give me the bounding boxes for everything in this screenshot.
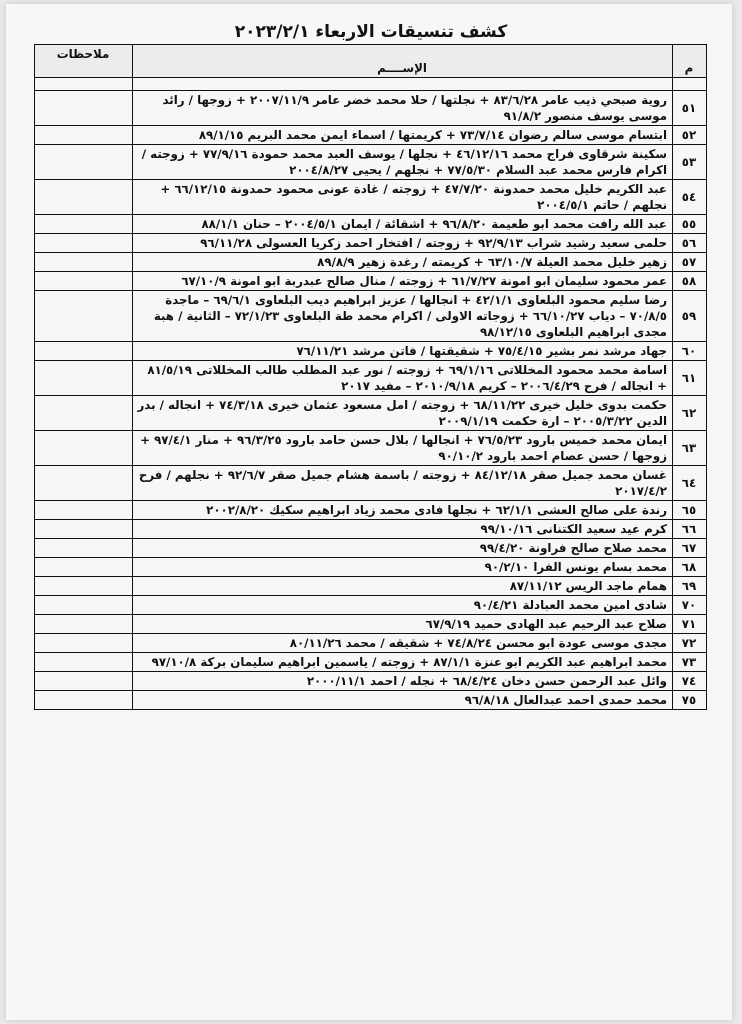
row-names: مجدى موسى عودة ابو محسن ٧٤/٨/٢٤ + شقيقه / محمد ٨٠/١١/٢٦ bbox=[133, 634, 673, 653]
row-names: محمد بسام يونس الفرا ٩٠/٢/١٠ bbox=[133, 558, 673, 577]
row-notes bbox=[35, 520, 133, 539]
table-row bbox=[35, 691, 707, 710]
row-number: ٧٤ bbox=[673, 672, 707, 691]
row-notes bbox=[35, 431, 133, 466]
table-row bbox=[35, 126, 707, 145]
table-row bbox=[35, 145, 707, 180]
row-names: عبد الكريم خليل محمد حمدونة ٤٧/٧/٢٠ + زوجته / غادة عونى محمود حمدونة ٦٦/١٢/١٥ + نجلهم / حاتم ٢٠٠٤/٥/١ bbox=[133, 180, 673, 215]
row-number: ٦٧ bbox=[673, 539, 707, 558]
row-notes bbox=[35, 272, 133, 291]
row-notes bbox=[35, 396, 133, 431]
row-number: ٧٠ bbox=[673, 596, 707, 615]
row-names: عمر محمود سليمان ابو امونة ٦١/٧/٢٧ + زوجته / منال صالح عبدربة ابو امونة ٦٧/١٠/٩ bbox=[133, 272, 673, 291]
header-notes: ملاحظات bbox=[35, 45, 133, 78]
row-notes bbox=[35, 253, 133, 272]
row-notes bbox=[35, 180, 133, 215]
row-names: سكينة شرقاوى فراج محمد ٤٦/١٢/١٦ + نجلها / يوسف العبد محمد حمودة ٧٧/٩/١٦ + زوجته / اكرام فارس محمد عبد السلام ٧٧/٥/٣٠ + نجلهم / يحيى ٢٠٠٤/٨/٢٧ bbox=[133, 145, 673, 180]
row-number: ٦٨ bbox=[673, 558, 707, 577]
row-number: ٧١ bbox=[673, 615, 707, 634]
table-body bbox=[35, 78, 707, 710]
row-names: حلمى سعيد رشيد شراب ٩٢/٩/١٣ + زوجته / افتخار احمد زكريا العسولى ٩٦/١١/٢٨ bbox=[133, 234, 673, 253]
row-number: ٦١ bbox=[673, 361, 707, 396]
row-names: ايمان محمد خميس بارود ٧٦/٥/٢٣ + انجالها / بلال حسن حامد بارود ٩٦/٣/٢٥ + منار ٩٧/٤/١ + زوجها / حسن عصام احمد بارود ٩٠/١٠/٢ bbox=[133, 431, 673, 466]
row-number: ٥٩ bbox=[673, 291, 707, 342]
table-row bbox=[35, 215, 707, 234]
row-notes bbox=[35, 342, 133, 361]
row-names: صلاح عبد الرحيم عبد الهادى حميد ٦٧/٩/١٩ bbox=[133, 615, 673, 634]
row-notes bbox=[35, 539, 133, 558]
row-notes bbox=[35, 672, 133, 691]
row-notes bbox=[35, 596, 133, 615]
row-number: ٥٦ bbox=[673, 234, 707, 253]
row-names: محمد حمدى احمد عبدالعال ٩٦/٨/١٨ bbox=[133, 691, 673, 710]
spacer-cell bbox=[673, 78, 707, 91]
table-row bbox=[35, 466, 707, 501]
table-row bbox=[35, 615, 707, 634]
row-notes bbox=[35, 653, 133, 672]
row-names: رندة على صالح العشى ٦٢/١/١ + نجلها فادى محمد زياد ابراهيم سكيك ٢٠٠٢/٨/٢٠ bbox=[133, 501, 673, 520]
row-notes bbox=[35, 361, 133, 396]
row-names: روية صبحي ذيب عامر ٨٣/٦/٢٨ + نجلتها / حلا محمد خضر عامر ٢٠٠٧/١١/٩ + زوجها / رائد موسى يوسف منصور ٩١/٨/٢ bbox=[133, 91, 673, 126]
table-row bbox=[35, 91, 707, 126]
row-names: اسامة محمد محمود المخللاتى ٦٩/١/١٦ + زوجته / نور عبد المطلب طالب المخللاتى ٨١/٥/١٩ + انجاله / فرح ٢٠٠٦/٤/٢٩ – كريم ٢٠١٠/٩/١٨ – مفيد ٢٠١٧ bbox=[133, 361, 673, 396]
row-notes bbox=[35, 145, 133, 180]
table-row bbox=[35, 558, 707, 577]
spacer-cell bbox=[35, 78, 133, 91]
row-names: عبد الله رافت محمد ابو طعيمة ٩٦/٨/٢٠ + اشقائة / ايمان ٢٠٠٤/٥/١ – حنان ٨٨/١/١ bbox=[133, 215, 673, 234]
table-row bbox=[35, 501, 707, 520]
row-number: ٧٣ bbox=[673, 653, 707, 672]
row-names: حكمت بدوى خليل خيرى ٦٨/١١/٢٢ + زوجته / امل مسعود عثمان خيرى ٧٤/٣/١٨ + انجاله / بدر الدين ٢٠٠٥/٣/٢٢ – ارة حكمت ٢٠٠٩/١/١٩ bbox=[133, 396, 673, 431]
header-name: الإســــم bbox=[133, 45, 673, 78]
row-notes bbox=[35, 126, 133, 145]
table-row bbox=[35, 253, 707, 272]
table-row bbox=[35, 342, 707, 361]
row-number: ٥٢ bbox=[673, 126, 707, 145]
row-number: ٥١ bbox=[673, 91, 707, 126]
row-notes bbox=[35, 234, 133, 253]
table-row bbox=[35, 396, 707, 431]
row-names: همام ماجد الريس ٨٧/١١/١٢ bbox=[133, 577, 673, 596]
table-row bbox=[35, 634, 707, 653]
row-number: ٧٥ bbox=[673, 691, 707, 710]
row-notes bbox=[35, 691, 133, 710]
table-row bbox=[35, 431, 707, 466]
row-number: ٦٦ bbox=[673, 520, 707, 539]
row-notes bbox=[35, 91, 133, 126]
table-row bbox=[35, 291, 707, 342]
table-row bbox=[35, 653, 707, 672]
table-row bbox=[35, 520, 707, 539]
table-row bbox=[35, 234, 707, 253]
row-number: ٥٨ bbox=[673, 272, 707, 291]
row-names: محمد صلاح صالح فراونة ٩٩/٤/٢٠ bbox=[133, 539, 673, 558]
row-number: ٦٩ bbox=[673, 577, 707, 596]
row-names: غسان محمد جميل صقر ٨٤/١٢/١٨ + زوجته / باسمة هشام جميل صقر ٩٢/٦/٧ + نجلهم / فرح ٢٠١٧/٤/٢ bbox=[133, 466, 673, 501]
row-number: ٦٠ bbox=[673, 342, 707, 361]
row-number: ٦٥ bbox=[673, 501, 707, 520]
document-title: كشف تنسيقات الاربعاء ٢٠٢٣/٢/١ bbox=[234, 22, 508, 42]
table-row bbox=[35, 361, 707, 396]
names-table bbox=[34, 44, 707, 710]
table-row bbox=[35, 577, 707, 596]
table-row bbox=[35, 272, 707, 291]
row-number: ٦٣ bbox=[673, 431, 707, 466]
row-notes bbox=[35, 558, 133, 577]
row-notes bbox=[35, 466, 133, 501]
row-notes bbox=[35, 501, 133, 520]
table-row bbox=[35, 596, 707, 615]
row-number: ٦٢ bbox=[673, 396, 707, 431]
row-names: ابتسام موسى سالم رضوان ٧٣/٧/١٤ + كريمتها / اسماء ايمن محمد البريم ٨٩/١/١٥ bbox=[133, 126, 673, 145]
row-notes bbox=[35, 215, 133, 234]
row-names: وائل عبد الرحمن حسن دخان ٦٨/٤/٢٤ + نجله / احمد ٢٠٠٠/١١/١ bbox=[133, 672, 673, 691]
table-row bbox=[35, 539, 707, 558]
spacer-cell bbox=[133, 78, 673, 91]
row-names: زهير خليل محمد العيلة ٦٣/١٠/٧ + كريمته / رغدة زهير ٨٩/٨/٩ bbox=[133, 253, 673, 272]
row-number: ٧٢ bbox=[673, 634, 707, 653]
row-names: جهاد مرشد نمر بشير ٧٥/٤/١٥ + شقيقتها / فاتن مرشد ٧٦/١١/٢١ bbox=[133, 342, 673, 361]
row-names: شادى امين محمد العبادلة ٩٠/٤/٢١ bbox=[133, 596, 673, 615]
row-number: ٥٥ bbox=[673, 215, 707, 234]
row-number: ٥٤ bbox=[673, 180, 707, 215]
row-names: محمد ابراهيم عبد الكريم ابو عنزة ٨٧/١/١ + زوجته / ياسمين ابراهيم سليمان بركة ٩٧/١٠/٨ bbox=[133, 653, 673, 672]
row-number: ٥٧ bbox=[673, 253, 707, 272]
row-notes bbox=[35, 577, 133, 596]
row-notes bbox=[35, 634, 133, 653]
row-notes bbox=[35, 615, 133, 634]
table-spacer-row bbox=[35, 78, 707, 91]
table-row bbox=[35, 180, 707, 215]
table-header-row bbox=[35, 45, 707, 78]
header-number: م bbox=[673, 45, 707, 78]
row-names: كرم عيد سعيد الكتنانى ٩٩/١٠/١٦ bbox=[133, 520, 673, 539]
row-number: ٦٤ bbox=[673, 466, 707, 501]
table-row bbox=[35, 672, 707, 691]
row-notes bbox=[35, 291, 133, 342]
row-number: ٥٣ bbox=[673, 145, 707, 180]
row-names: رضا سليم محمود البلعاوى ٤٢/١/١ + انجالها / عزيز ابراهيم ديب البلعاوى ٦٩/٦/١ – ماجدة ٧٠/٨/٥ – دياب ٦٦/١٠/٢٧ + زوجاته الاولى / اكرام محمد طة البلعاوى ٧٢/١/٢٣ – الثانية / هبة مجدى ابراهيم البلعاوى ٩٨/١٢/١٥ bbox=[133, 291, 673, 342]
